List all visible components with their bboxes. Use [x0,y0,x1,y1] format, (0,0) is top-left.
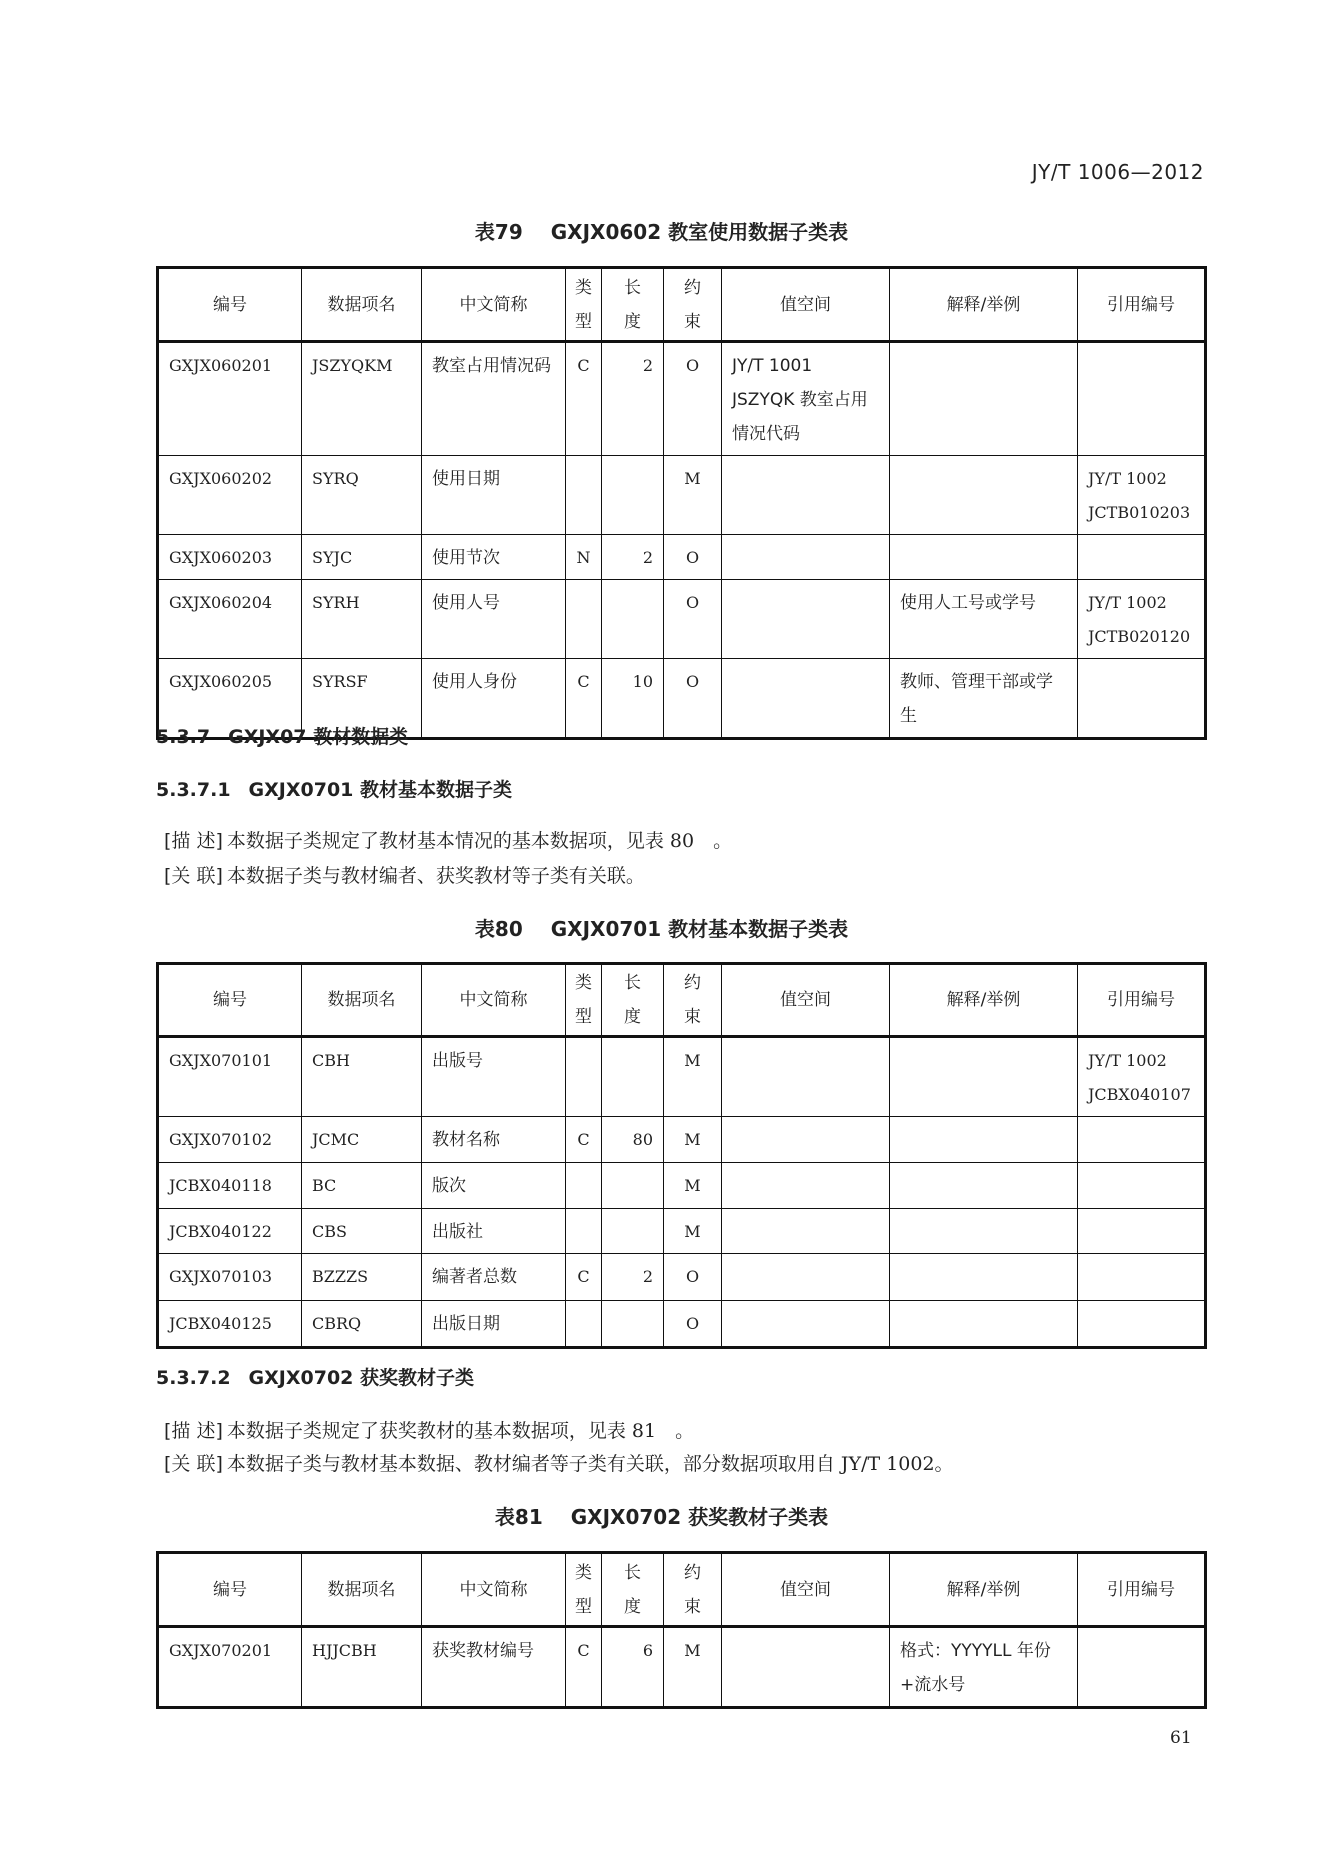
table-row [158,1301,1206,1348]
page-header: JY/T 1006—2012 [1031,160,1204,184]
cell-chinese-name: 出版日期 [422,1301,566,1348]
table-row [158,1254,1206,1301]
table-row [158,456,1206,535]
relation-paragraph [164,861,645,888]
cell-chinese-name: 出版社 [422,1209,566,1254]
cell-item-name: CBH [302,1037,422,1117]
cell-constraint: M [664,1209,722,1254]
cell-explanation: 使用人工号或学号 [890,580,1078,659]
header-length [602,1553,664,1627]
cell-explanation [890,1163,1078,1209]
cell-length [602,1163,664,1209]
cell-type: C [566,1254,602,1301]
table-row [158,1627,1206,1708]
section-title: GXJX0702 获奖教材子类 [248,1367,475,1389]
cell-item-name: SYJC [302,535,422,580]
cell-id: GXJX060202 [158,456,302,535]
table-header-row [158,1553,1206,1627]
header-item-name: 数据项名 [302,964,422,1037]
header-item-name: 数据项名 [302,268,422,342]
header-reference: 引用编号 [1078,1553,1206,1627]
cell-length: 80 [602,1117,664,1163]
header-char: 约 [684,277,701,298]
cell-chinese-name: 版次 [422,1163,566,1209]
cell-explanation: 教师、管理干部或学生 [890,659,1078,739]
cell-reference [1078,1163,1206,1209]
description-tag: [描 述] [164,830,223,852]
caption-number: 表81 [494,1505,543,1529]
header-type [566,964,602,1037]
cell-chinese-name: 编著者总数 [422,1254,566,1301]
header-char: 度 [624,1007,641,1027]
cell-explanation [890,456,1078,535]
cell-type [566,580,602,659]
header-char: 长 [624,277,641,298]
table-row [158,1163,1206,1209]
cell-value-space [722,659,890,739]
header-char: 型 [575,1007,592,1027]
cell-value-space [722,1301,890,1348]
cell-reference [1078,659,1206,739]
cell-constraint: O [664,580,722,659]
cell-chinese-name: 使用人号 [422,580,566,659]
cell-type [566,1163,602,1209]
cell-type: C [566,342,602,456]
cell-explanation [890,1254,1078,1301]
cell-id: GXJX070103 [158,1254,302,1301]
cell-explanation [890,1209,1078,1254]
cell-id: GXJX070201 [158,1627,302,1708]
cell-length: 2 [602,1254,664,1301]
cell-reference [1078,535,1206,580]
cell-type [566,456,602,535]
cell-length [602,1209,664,1254]
caption-title: GXJX0701 教材基本数据子类表 [550,917,849,941]
header-char: 束 [684,1007,701,1027]
table81 [156,1551,1207,1709]
cell-value-space [722,1254,890,1301]
cell-item-name: SYRQ [302,456,422,535]
section-number: 5.3.7 [156,726,211,748]
cell-explanation [890,1037,1078,1117]
header-constraint [664,964,722,1037]
cell-type: C [566,1627,602,1708]
cell-chinese-name: 出版号 [422,1037,566,1117]
cell-reference [1078,1117,1206,1163]
cell-reference: JY/T 1002 JCBX040107 [1078,1037,1206,1117]
cell-constraint: M [664,1627,722,1708]
cell-id: JCBX040118 [158,1163,302,1209]
cell-constraint: M [664,1117,722,1163]
caption-title: GXJX0602 教室使用数据子类表 [550,220,849,244]
header-reference: 引用编号 [1078,268,1206,342]
cell-reference: JY/T 1002 JCTB020120 [1078,580,1206,659]
cell-value-space [722,580,890,659]
cell-value-space: JY/T 1001 JSZYQK 教室占用情况代码 [722,342,890,456]
cell-length: 2 [602,342,664,456]
header-explanation: 解释/举例 [890,1553,1078,1627]
cell-reference [1078,1254,1206,1301]
caption-number: 表79 [474,220,523,244]
cell-length [602,1037,664,1117]
header-char: 约 [684,973,701,993]
header-explanation: 解释/举例 [890,964,1078,1037]
cell-type [566,1209,602,1254]
cell-id: JCBX040122 [158,1209,302,1254]
section-number: 5.3.7.2 [156,1367,231,1389]
cell-item-name: JCMC [302,1117,422,1163]
table-header-row [158,964,1206,1037]
cell-constraint: M [664,1163,722,1209]
header-char: 束 [684,311,701,332]
cell-value-space [722,1037,890,1117]
description-text: 本数据子类规定了获奖教材的基本数据项，见表 81 。 [226,1420,695,1442]
header-item-name: 数据项名 [302,1553,422,1627]
cell-explanation: 格式：YYYYLL 年份+流水号 [890,1627,1078,1708]
cell-type: N [566,535,602,580]
description-paragraph [164,1416,694,1443]
section-heading-5-3-7-2 [156,1363,474,1390]
header-char: 度 [624,1596,641,1617]
cell-value-space [722,1117,890,1163]
cell-length [602,1301,664,1348]
caption-title: GXJX0702 获奖教材子类表 [570,1505,829,1529]
table81-caption [0,1501,1323,1530]
table-row [158,1209,1206,1254]
description-tag: [描 述] [164,1420,223,1442]
cell-chinese-name: 使用节次 [422,535,566,580]
cell-item-name: SYRSF [302,659,422,739]
cell-chinese-name: 教材名称 [422,1117,566,1163]
cell-chinese-name: 使用人身份 [422,659,566,739]
cell-value-space [722,1209,890,1254]
cell-item-name: CBS [302,1209,422,1254]
header-type [566,1553,602,1627]
cell-reference [1078,342,1206,456]
cell-constraint: O [664,1254,722,1301]
table79 [156,266,1207,740]
cell-id: GXJX070102 [158,1117,302,1163]
cell-constraint: O [664,342,722,456]
cell-reference [1078,1627,1206,1708]
cell-explanation [890,535,1078,580]
cell-length: 10 [602,659,664,739]
relation-tag: [关 联] [164,865,223,887]
header-reference: 引用编号 [1078,964,1206,1037]
header-constraint [664,268,722,342]
page-number: 61 [1170,1728,1192,1748]
header-char: 型 [575,1596,592,1617]
cell-type [566,1037,602,1117]
cell-explanation [890,1301,1078,1348]
cell-constraint: O [664,535,722,580]
cell-explanation [890,1117,1078,1163]
cell-chinese-name: 教室占用情况码 [422,342,566,456]
cell-type: C [566,1117,602,1163]
header-value-space: 值空间 [722,964,890,1037]
cell-item-name: BZZZS [302,1254,422,1301]
table-row [158,342,1206,456]
section-heading-5-3-7 [156,722,408,749]
cell-id: GXJX060201 [158,342,302,456]
header-explanation: 解释/举例 [890,268,1078,342]
cell-item-name: HJJCBH [302,1627,422,1708]
cell-chinese-name: 使用日期 [422,456,566,535]
cell-type: C [566,659,602,739]
header-char: 长 [624,1562,641,1583]
cell-item-name: CBRQ [302,1301,422,1348]
cell-id: GXJX060204 [158,580,302,659]
cell-length: 2 [602,535,664,580]
section-number: 5.3.7.1 [156,779,231,801]
cell-id: GXJX060205 [158,659,302,739]
table80-caption [0,913,1323,942]
table-row [158,580,1206,659]
cell-item-name: JSZYQKM [302,342,422,456]
cell-value-space [722,535,890,580]
header-char: 度 [624,311,641,332]
header-char: 型 [575,311,592,332]
cell-item-name: SYRH [302,580,422,659]
cell-reference [1078,1301,1206,1348]
relation-tag: [关 联] [164,1453,223,1475]
header-id: 编号 [158,964,302,1037]
header-char: 类 [575,277,592,298]
description-text: 本数据子类规定了教材基本情况的基本数据项，见表 80 。 [226,830,733,852]
header-value-space: 值空间 [722,1553,890,1627]
header-char: 类 [575,973,592,993]
header-length [602,268,664,342]
section-title: GXJX0701 教材基本数据子类 [248,779,513,801]
table-row [158,1117,1206,1163]
description-paragraph [164,826,732,853]
cell-chinese-name: 获奖教材编号 [422,1627,566,1708]
header-char: 长 [624,973,641,993]
header-chinese-name: 中文简称 [422,1553,566,1627]
header-id: 编号 [158,268,302,342]
cell-value-space [722,1627,890,1708]
cell-constraint: M [664,1037,722,1117]
table-row [158,1037,1206,1117]
header-constraint [664,1553,722,1627]
relation-text: 本数据子类与教材基本数据、教材编者等子类有关联，部分数据项取用自 JY/T 1002。 [226,1453,954,1475]
header-id: 编号 [158,1553,302,1627]
cell-value-space [722,1163,890,1209]
table-row [158,535,1206,580]
cell-length [602,580,664,659]
cell-constraint: M [664,456,722,535]
header-chinese-name: 中文简称 [422,268,566,342]
header-length [602,964,664,1037]
table79-caption [0,216,1323,245]
cell-explanation [890,342,1078,456]
header-char: 约 [684,1562,701,1583]
cell-type [566,1301,602,1348]
header-char: 类 [575,1562,592,1583]
table-header-row [158,268,1206,342]
table80 [156,962,1207,1349]
header-value-space: 值空间 [722,268,890,342]
cell-reference [1078,1209,1206,1254]
cell-reference: JY/T 1002 JCTB010203 [1078,456,1206,535]
relation-paragraph [164,1449,954,1476]
cell-constraint: O [664,659,722,739]
cell-length [602,456,664,535]
cell-length: 6 [602,1627,664,1708]
caption-number: 表80 [474,917,523,941]
cell-constraint: O [664,1301,722,1348]
header-char: 束 [684,1596,701,1617]
cell-item-name: BC [302,1163,422,1209]
cell-id: GXJX060203 [158,535,302,580]
cell-value-space [722,456,890,535]
header-type [566,268,602,342]
cell-id: JCBX040125 [158,1301,302,1348]
cell-id: GXJX070101 [158,1037,302,1117]
section-heading-5-3-7-1 [156,775,512,802]
header-chinese-name: 中文简称 [422,964,566,1037]
section-title: GXJX07 教材数据类 [228,726,409,748]
relation-text: 本数据子类与教材编者、获奖教材等子类有关联。 [226,865,645,887]
